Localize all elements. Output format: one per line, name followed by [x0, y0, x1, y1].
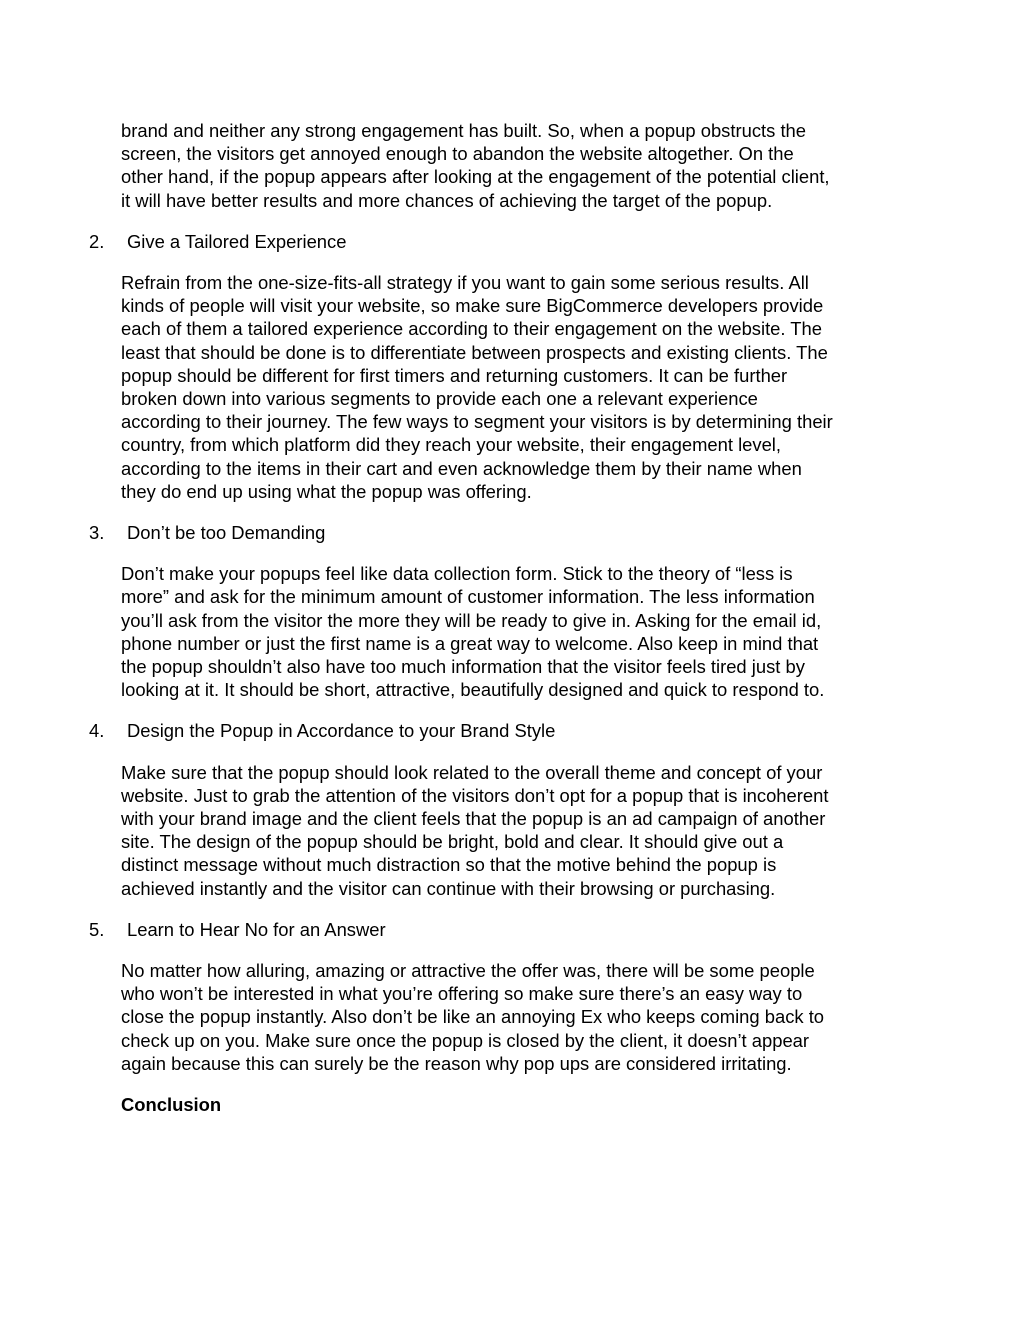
intro-paragraph: brand and neither any strong engagement has built. So, when a popup obstructs the screen, the visitors get annoyed enough to abandon the website altogether. On the other hand, if the popup appears after looking at the engagement of the potential client, it will have better results and more chances of achieving the target of the popup.: [121, 120, 830, 211]
section-body-5: No matter how alluring, amazing or attractive the offer was, there will be some people who won’t be interested in what you’re offering so make sure there’s an easy way to close the popup instantly. Also don’t be like an annoying Ex who keeps coming back to check up on you. Make sure once the popup is closed by the client, it doesn’t appear again because this can surely be the reason why pop ups are considered irritating.: [121, 960, 825, 1074]
section-body-4: Make sure that the popup should look related to the overall theme and concept of your website. Just to grab the attention of the visitors don’t opt for a popup that is incoherent with your brand image and the client feels that the popup is an ad campaign of another site. The design of the popup should be bright, bold and clear. It should give out a distinct message without much distraction so that the motive behind the popup is achieved instantly and the visitor can continue with their browsing or purchasing.: [121, 761, 829, 899]
list-number: 5.: [89, 918, 105, 940]
list-item-heading-5: [0, 918, 1024, 941]
section-heading: Learn to Hear No for an Answer: [127, 918, 386, 940]
list-number: 4.: [89, 720, 105, 742]
section-heading: Don’t be too Demanding: [127, 522, 326, 544]
list-item-heading-3: [0, 521, 1024, 544]
section-body-2: Refrain from the one-size-fits-all strategy if you want to gain some serious results. All kinds of people will visit your website, so make sure BigCommerce developers provide each of them a tailored experience according to their engagement on the website. The least that should be done is to differentiate between prospects and existing clients. The popup should be different for first timers and returning customers. It can be further broken down into various segments to provide each one a relevant experience according to their journey. The few ways to segment your visitors is by determining their country, from which platform did they reach your website, their engagement level, according to the items in their cart and even acknowledge them by their name when they do end up using what the popup was offering.: [121, 272, 833, 502]
section-heading: Design the Popup in Accordance to your Brand Style: [127, 720, 556, 742]
conclusion-heading: Conclusion: [121, 1094, 222, 1116]
list-number: 3.: [89, 522, 105, 544]
document-content: [0, 119, 1024, 1116]
section-heading: Give a Tailored Experience: [127, 230, 347, 252]
list-item-heading-2: [0, 230, 1024, 253]
section-body-3: Don’t make your popups feel like data collection form. Stick to the theory of “less is more” and ask for the minimum amount of customer information. The less information you’ll ask from the visitor the more they will be ready to give in. Asking for the email id, phone number or just the first name is a great way to welcome. Also keep in mind that the popup shouldn’t also have too much information that the visitor feels tired just by looking at it. It should be short, attractive, beautifully designed and quick to respond to.: [121, 563, 825, 701]
list-number: 2.: [89, 230, 105, 252]
list-item-heading-4: [0, 719, 1024, 742]
